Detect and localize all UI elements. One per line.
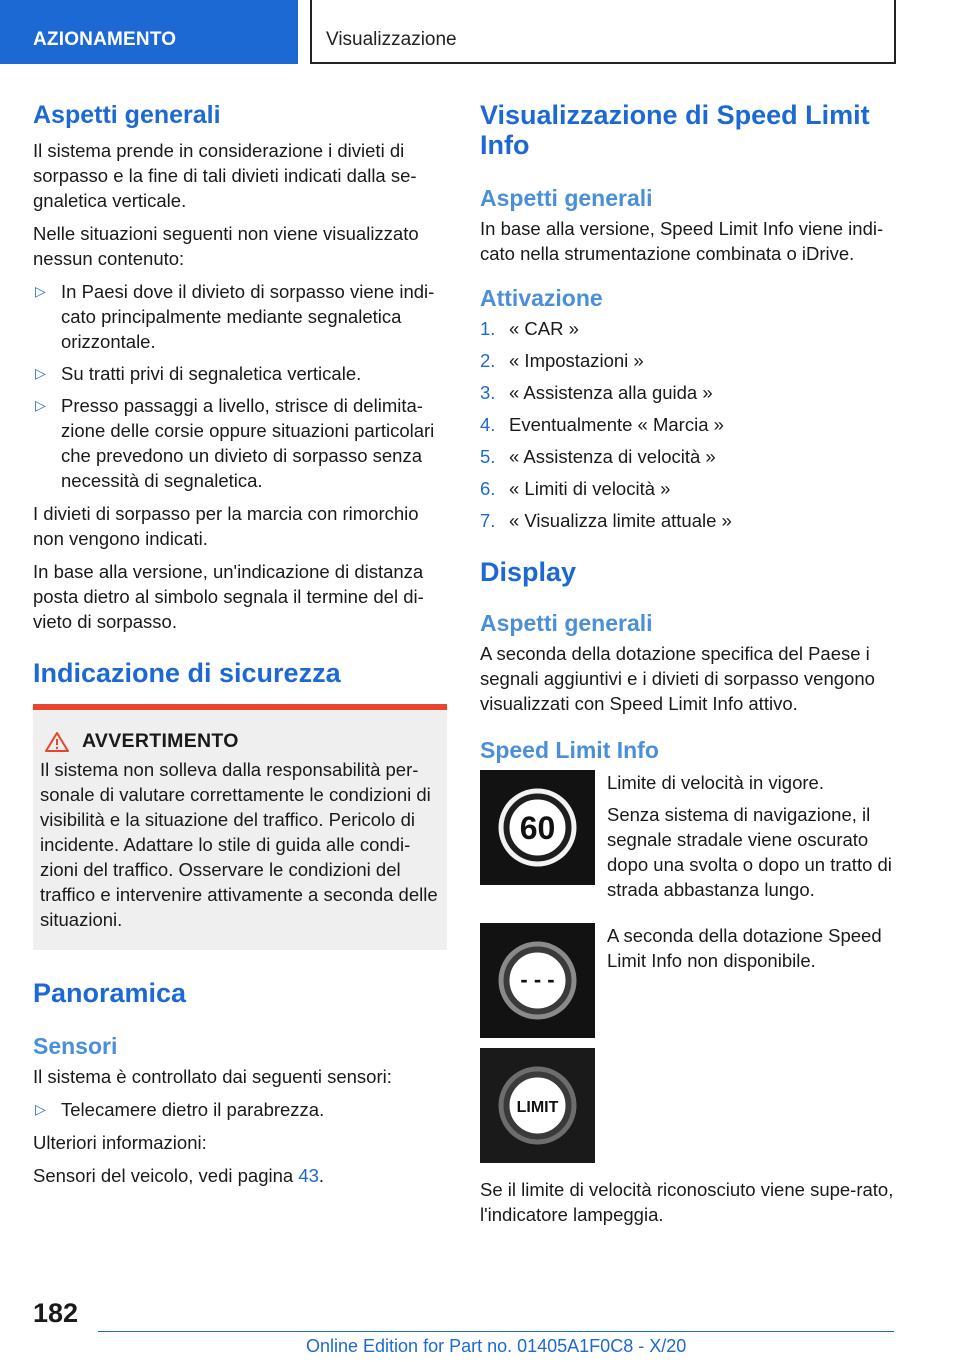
- list-item: 5. « Assistenza di velocità »: [480, 446, 716, 467]
- heading-safety: Indicazione di sicurezza: [33, 658, 341, 688]
- sign-description: Senza sistema di navigazione, il segnale stradale viene oscurato dopo una svolta o dopo un tratto di strada abbastanza lungo.: [607, 804, 892, 900]
- footer-divider: [98, 1331, 894, 1332]
- list-item: 4. Eventualmente « Marcia »: [480, 414, 724, 435]
- section-tab: AZIONAMENTO: [0, 0, 298, 64]
- paragraph: In base alla versione, Speed Limit Info viene indi-cato nella strumentazione combinata o iDrive.: [480, 218, 884, 264]
- warning-title: AVVERTIMENTO: [82, 730, 239, 752]
- list-item: 1. « CAR »: [480, 318, 579, 339]
- list-item: 2. « Impostazioni »: [480, 350, 644, 371]
- triangle-bullet-icon: ▷: [35, 365, 46, 381]
- paragraph: I divieti di sorpasso per la marcia con rimorchio non vengono indicati.: [33, 503, 419, 549]
- svg-text:60: 60: [519, 810, 556, 846]
- list-item: 3. « Assistenza alla guida »: [480, 382, 713, 403]
- paragraph: Sensori del veicolo, vedi pagina 43.: [33, 1165, 325, 1186]
- heading-general: Aspetti generali: [33, 101, 221, 129]
- page-link[interactable]: 43: [298, 1165, 319, 1186]
- paragraph: Il sistema è controllato dai seguenti sensori:: [33, 1066, 392, 1087]
- left-column: [33, 100, 447, 1196]
- warning-box: [33, 704, 447, 950]
- page-number: 182: [33, 1298, 79, 1328]
- limit-image: [480, 1048, 595, 1163]
- svg-text:- - -: - - -: [520, 967, 555, 992]
- heading-general: Aspetti generali: [480, 185, 653, 211]
- speed-limit-unavailable-image: [480, 923, 595, 1038]
- list-item: ▷ Su tratti privi di segnaletica verticale.: [35, 363, 362, 384]
- list-item: ▷ Telecamere dietro il parabrezza.: [35, 1099, 325, 1120]
- paragraph: Il sistema prende in considerazione i divieti di sorpasso e la fine di tali divieti indicati dalla se-gnaletica verticale.: [33, 140, 417, 211]
- paragraph: Se il limite di velocità riconosciuto viene supe-rato, l'indicatore lampeggia.: [480, 1179, 894, 1225]
- heading-overview: Panoramica: [33, 978, 187, 1008]
- triangle-bullet-icon: ▷: [35, 397, 46, 413]
- sign-description: A seconda della dotazione Speed Limit Info non disponibile.: [607, 925, 882, 971]
- triangle-bullet-icon: ▷: [35, 283, 46, 299]
- warning-text: Il sistema non solleva dalla responsabilità per-sonale di valutare correttamente le condizioni di visibilità e la situazione del traffico. Pericolo di incidente. Adattare lo stile di guida alle condi-zioni del traffico. Osservare le condizioni del traffico e intervenire attivamente a seconda delle situazioni.: [40, 759, 438, 930]
- heading-activation: Attivazione: [480, 285, 603, 311]
- heading-title: Visualizzazione di Speed Limit Info: [480, 100, 870, 160]
- paragraph: In base alla versione, un'indicazione di distanza posta dietro al simbolo segnala il termine del di-vieto di sorpasso.: [33, 561, 424, 632]
- right-column: [480, 100, 894, 1235]
- sign-description: Limite di velocità in vigore.: [607, 772, 824, 793]
- chapter-tab: Visualizzazione: [310, 0, 896, 64]
- list-item: ▷ Presso passaggi a livello, strisce di delimita-zione delle corsie oppure situazioni particolari che prevedono un divieto di sorpasso senza necessità di segnaletica.: [35, 395, 435, 491]
- list-item: 6. « Limiti di velocità »: [480, 478, 671, 499]
- list-item: 7. « Visualizza limite attuale »: [480, 510, 732, 531]
- paragraph: A seconda della dotazione specifica del Paese i segnali aggiuntivi e i divieti di sorpasso vengono visualizzati con Speed Limit Info attivo.: [480, 643, 875, 714]
- steps-list: [480, 316, 894, 533]
- heading-display: Display: [480, 557, 577, 587]
- paragraph: Nelle situazioni seguenti non viene visualizzato nessun contenuto:: [33, 223, 419, 269]
- list-item: ▷ In Paesi dove il divieto di sorpasso viene indi-cato principalmente mediante segnaletica orizzontale.: [35, 281, 435, 352]
- sign-row: [480, 1048, 894, 1163]
- speed-limit-60-image: [480, 770, 595, 885]
- bullet-list: [33, 279, 447, 493]
- triangle-bullet-icon: ▷: [35, 1101, 46, 1117]
- svg-text:LIMIT: LIMIT: [516, 1099, 559, 1116]
- sign-row: [480, 923, 894, 1038]
- heading-speed-limit-info: Speed Limit Info: [480, 737, 659, 763]
- footer-edition: Online Edition for Part no. 01405A1F0C8 - X/20: [306, 1336, 687, 1356]
- paragraph: Ulteriori informazioni:: [33, 1132, 207, 1153]
- sign-row: [480, 770, 894, 909]
- bullet-list: [33, 1097, 447, 1122]
- warning-triangle-icon: [44, 731, 70, 753]
- heading-general: Aspetti generali: [480, 610, 653, 636]
- heading-sensors: Sensori: [33, 1033, 118, 1059]
